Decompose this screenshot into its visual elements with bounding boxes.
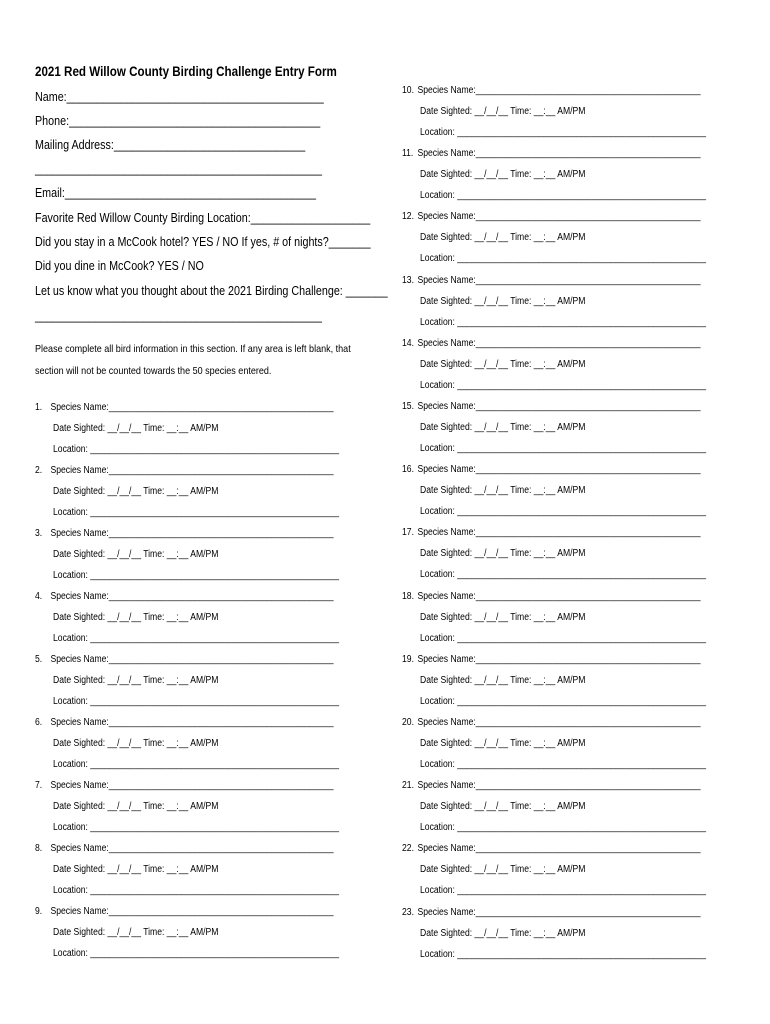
species-name-row[interactable] xyxy=(402,654,701,665)
date-time-field[interactable]: Date Sighted: __/__/__ Time: __:__ AM/PM xyxy=(53,864,219,875)
location-field[interactable]: Location: ____________________________________________________ xyxy=(53,696,340,707)
date-time-field[interactable]: Date Sighted: __/__/__ Time: __:__ AM/PM xyxy=(53,927,219,938)
date-time-field[interactable]: Date Sighted: __/__/__ Time: __:__ AM/PM xyxy=(53,675,219,686)
species-name-field[interactable]: Species Name:_______________________________________________ xyxy=(417,717,701,728)
species-name-field[interactable]: Species Name:_______________________________________________ xyxy=(50,465,334,476)
date-time-field[interactable]: Date Sighted: __/__/__ Time: __:__ AM/PM xyxy=(53,486,219,497)
entry-number: 11. xyxy=(402,148,414,160)
form-title: 2021 Red Willow County Birding Challenge Entry Form xyxy=(35,64,337,79)
entry-number: 4. xyxy=(35,591,43,602)
entry-number: 8. xyxy=(35,843,43,854)
date-time-field[interactable]: Date Sighted: __/__/__ Time: __:__ AM/PM xyxy=(420,738,586,749)
location-field[interactable]: Location: ____________________________________________________ xyxy=(420,379,707,391)
date-time-field[interactable]: Date Sighted: __/__/__ Time: __:__ AM/PM xyxy=(53,423,219,434)
species-name-field[interactable]: Species Name:_______________________________________________ xyxy=(50,654,334,665)
date-time-field[interactable]: Date Sighted: __/__/__ Time: __:__ AM/PM xyxy=(420,295,586,307)
species-name-row[interactable] xyxy=(35,591,334,602)
date-time-field[interactable]: Date Sighted: __/__/__ Time: __:__ AM/PM xyxy=(420,422,586,433)
favorite-location-field[interactable]: Favorite Red Willow County Birding Location:____________________ xyxy=(35,211,371,225)
species-name-field[interactable]: Species Name:_______________________________________________ xyxy=(417,274,701,286)
location-field[interactable]: Location: ____________________________________________________ xyxy=(53,885,340,896)
species-name-field[interactable]: Species Name:_______________________________________________ xyxy=(417,211,701,223)
feedback-line2[interactable]: ________________________________________________ xyxy=(35,309,322,323)
species-name-field[interactable]: Species Name:_______________________________________________ xyxy=(417,843,701,855)
species-name-field[interactable]: Species Name:_______________________________________________ xyxy=(417,653,701,665)
entry-number: 1. xyxy=(35,402,43,413)
date-time-field[interactable]: Date Sighted: __/__/__ Time: __:__ AM/PM xyxy=(420,169,586,181)
entry-number: 16. xyxy=(402,464,414,476)
date-time-field[interactable]: Date Sighted: __/__/__ Time: __:__ AM/PM xyxy=(420,611,586,623)
hotel-question[interactable]: Did you stay in a McCook hotel? YES / NO If yes, # of nights?_______ xyxy=(35,235,371,249)
species-name-row[interactable] xyxy=(402,148,701,159)
species-name-field[interactable]: Species Name:_______________________________________________ xyxy=(50,591,334,602)
location-field[interactable]: Location: ____________________________________________________ xyxy=(53,507,340,518)
entry-number: 22. xyxy=(402,843,414,855)
location-field[interactable]: Location: ____________________________________________________ xyxy=(420,948,707,960)
species-name-row[interactable] xyxy=(402,85,701,96)
date-time-field[interactable]: Date Sighted: __/__/__ Time: __:__ AM/PM xyxy=(420,106,586,117)
species-name-field[interactable]: Species Name:_______________________________________________ xyxy=(417,906,701,918)
entry-number: 23. xyxy=(402,906,414,918)
location-field[interactable]: Location: ____________________________________________________ xyxy=(420,190,707,202)
phone-field[interactable]: Phone:__________________________________________ xyxy=(35,114,321,128)
species-name-field[interactable]: Species Name:_______________________________________________ xyxy=(417,401,701,412)
date-time-field[interactable]: Date Sighted: __/__/__ Time: __:__ AM/PM xyxy=(420,674,586,686)
location-field[interactable]: Location: ____________________________________________________ xyxy=(53,444,340,455)
location-field[interactable]: Location: ____________________________________________________ xyxy=(53,948,340,959)
entry-number: 3. xyxy=(35,528,43,539)
entry-number: 18. xyxy=(402,590,414,602)
location-field[interactable]: Location: ____________________________________________________ xyxy=(420,695,707,707)
species-name-row[interactable] xyxy=(402,401,701,412)
species-name-row[interactable] xyxy=(402,591,701,602)
species-name-row[interactable] xyxy=(35,717,334,728)
species-name-row[interactable] xyxy=(402,780,701,791)
entry-number: 20. xyxy=(402,717,414,728)
location-field[interactable]: Location: ____________________________________________________ xyxy=(420,127,707,138)
date-time-field[interactable]: Date Sighted: __/__/__ Time: __:__ AM/PM xyxy=(420,927,586,939)
location-field[interactable]: Location: ____________________________________________________ xyxy=(420,569,707,581)
species-name-field[interactable]: Species Name:_______________________________________________ xyxy=(417,85,701,96)
species-name-row[interactable] xyxy=(35,465,334,476)
date-time-field[interactable]: Date Sighted: __/__/__ Time: __:__ AM/PM xyxy=(420,358,586,370)
species-name-row[interactable] xyxy=(35,780,334,791)
date-time-field[interactable]: Date Sighted: __/__/__ Time: __:__ AM/PM xyxy=(420,485,586,497)
species-name-field[interactable]: Species Name:_______________________________________________ xyxy=(50,843,334,854)
date-time-field[interactable]: Date Sighted: __/__/__ Time: __:__ AM/PM xyxy=(53,549,219,560)
dine-question[interactable]: Did you dine in McCook? YES / NO xyxy=(35,259,204,273)
instructions-text: Please complete all bird information in this section. If any area is left blank, that section will not be counted towards the 50 species entered. xyxy=(35,343,351,377)
date-time-field[interactable]: Date Sighted: __/__/__ Time: __:__ AM/PM xyxy=(420,548,586,560)
species-name-row[interactable] xyxy=(402,275,701,286)
location-field[interactable]: Location: ____________________________________________________ xyxy=(420,632,707,644)
date-time-field[interactable]: Date Sighted: __/__/__ Time: __:__ AM/PM xyxy=(420,864,586,876)
email-field[interactable]: Email:__________________________________________ xyxy=(35,186,316,200)
species-name-row[interactable] xyxy=(35,654,334,665)
date-time-field[interactable]: Date Sighted: __/__/__ Time: __:__ AM/PM xyxy=(420,801,586,813)
entry-number: 19. xyxy=(402,653,414,665)
entry-number: 7. xyxy=(35,780,43,791)
location-field[interactable]: Location: ____________________________________________________ xyxy=(53,759,340,770)
location-field[interactable]: Location: ____________________________________________________ xyxy=(420,253,707,265)
location-field[interactable]: Location: ____________________________________________________ xyxy=(53,822,340,833)
date-time-field[interactable]: Date Sighted: __/__/__ Time: __:__ AM/PM xyxy=(53,801,219,812)
entry-number: 6. xyxy=(35,717,43,728)
species-name-field[interactable]: Species Name:_______________________________________________ xyxy=(417,527,701,539)
entry-number: 5. xyxy=(35,654,43,665)
mailing-address-field[interactable]: Mailing Address:________________________________ xyxy=(35,138,306,152)
species-name-row[interactable] xyxy=(402,907,701,918)
feedback-question[interactable]: Let us know what you thought about the 2021 Birding Challenge: _______ xyxy=(35,284,388,298)
species-name-field[interactable]: Species Name:_______________________________________________ xyxy=(417,464,701,476)
entry-number: 15. xyxy=(402,401,414,412)
species-name-field[interactable]: Species Name:_______________________________________________ xyxy=(50,780,334,791)
entry-number: 10. xyxy=(402,85,414,96)
date-time-field[interactable]: Date Sighted: __/__/__ Time: __:__ AM/PM xyxy=(53,612,219,623)
location-field[interactable]: Location: ____________________________________________________ xyxy=(420,316,707,328)
species-name-field[interactable]: Species Name:_______________________________________________ xyxy=(417,337,701,349)
species-name-field[interactable]: Species Name:_______________________________________________ xyxy=(50,528,334,539)
species-name-row[interactable] xyxy=(35,402,334,413)
species-name-row[interactable] xyxy=(402,717,701,728)
species-name-row[interactable] xyxy=(402,843,701,854)
species-name-row[interactable] xyxy=(35,843,334,854)
location-field[interactable]: Location: ____________________________________________________ xyxy=(53,633,340,644)
location-field[interactable]: Location: ____________________________________________________ xyxy=(420,759,707,770)
location-field[interactable]: Location: ____________________________________________________ xyxy=(420,443,707,454)
date-time-field[interactable]: Date Sighted: __/__/__ Time: __:__ AM/PM xyxy=(420,232,586,244)
species-name-row[interactable] xyxy=(402,338,701,349)
location-field[interactable]: Location: ____________________________________________________ xyxy=(420,885,707,897)
entry-number: 17. xyxy=(402,527,414,539)
species-name-row[interactable] xyxy=(35,906,334,917)
entry-number: 13. xyxy=(402,274,414,286)
entry-number: 9. xyxy=(35,906,43,917)
location-field[interactable]: Location: ____________________________________________________ xyxy=(420,506,707,518)
species-name-field[interactable]: Species Name:_______________________________________________ xyxy=(50,402,334,413)
species-name-row[interactable] xyxy=(402,527,701,538)
location-field[interactable]: Location: ____________________________________________________ xyxy=(420,822,707,834)
species-name-field[interactable]: Species Name:_______________________________________________ xyxy=(50,717,334,728)
entry-number: 14. xyxy=(402,337,414,349)
species-name-field[interactable]: Species Name:_______________________________________________ xyxy=(417,148,701,160)
mailing-address-line2[interactable]: ________________________________________________ xyxy=(35,162,322,176)
date-time-field[interactable]: Date Sighted: __/__/__ Time: __:__ AM/PM xyxy=(53,738,219,749)
entry-number: 21. xyxy=(402,780,414,792)
entry-number: 2. xyxy=(35,465,43,476)
species-name-row[interactable] xyxy=(402,464,701,475)
species-name-row[interactable] xyxy=(402,211,701,222)
species-name-row[interactable] xyxy=(35,528,334,539)
entry-number: 12. xyxy=(402,211,414,223)
location-field[interactable]: Location: ____________________________________________________ xyxy=(53,570,340,581)
species-name-field[interactable]: Species Name:_______________________________________________ xyxy=(50,906,334,917)
name-field[interactable]: Name:___________________________________________ xyxy=(35,90,324,104)
species-name-field[interactable]: Species Name:_______________________________________________ xyxy=(417,780,701,792)
species-name-field[interactable]: Species Name:_______________________________________________ xyxy=(417,590,701,602)
